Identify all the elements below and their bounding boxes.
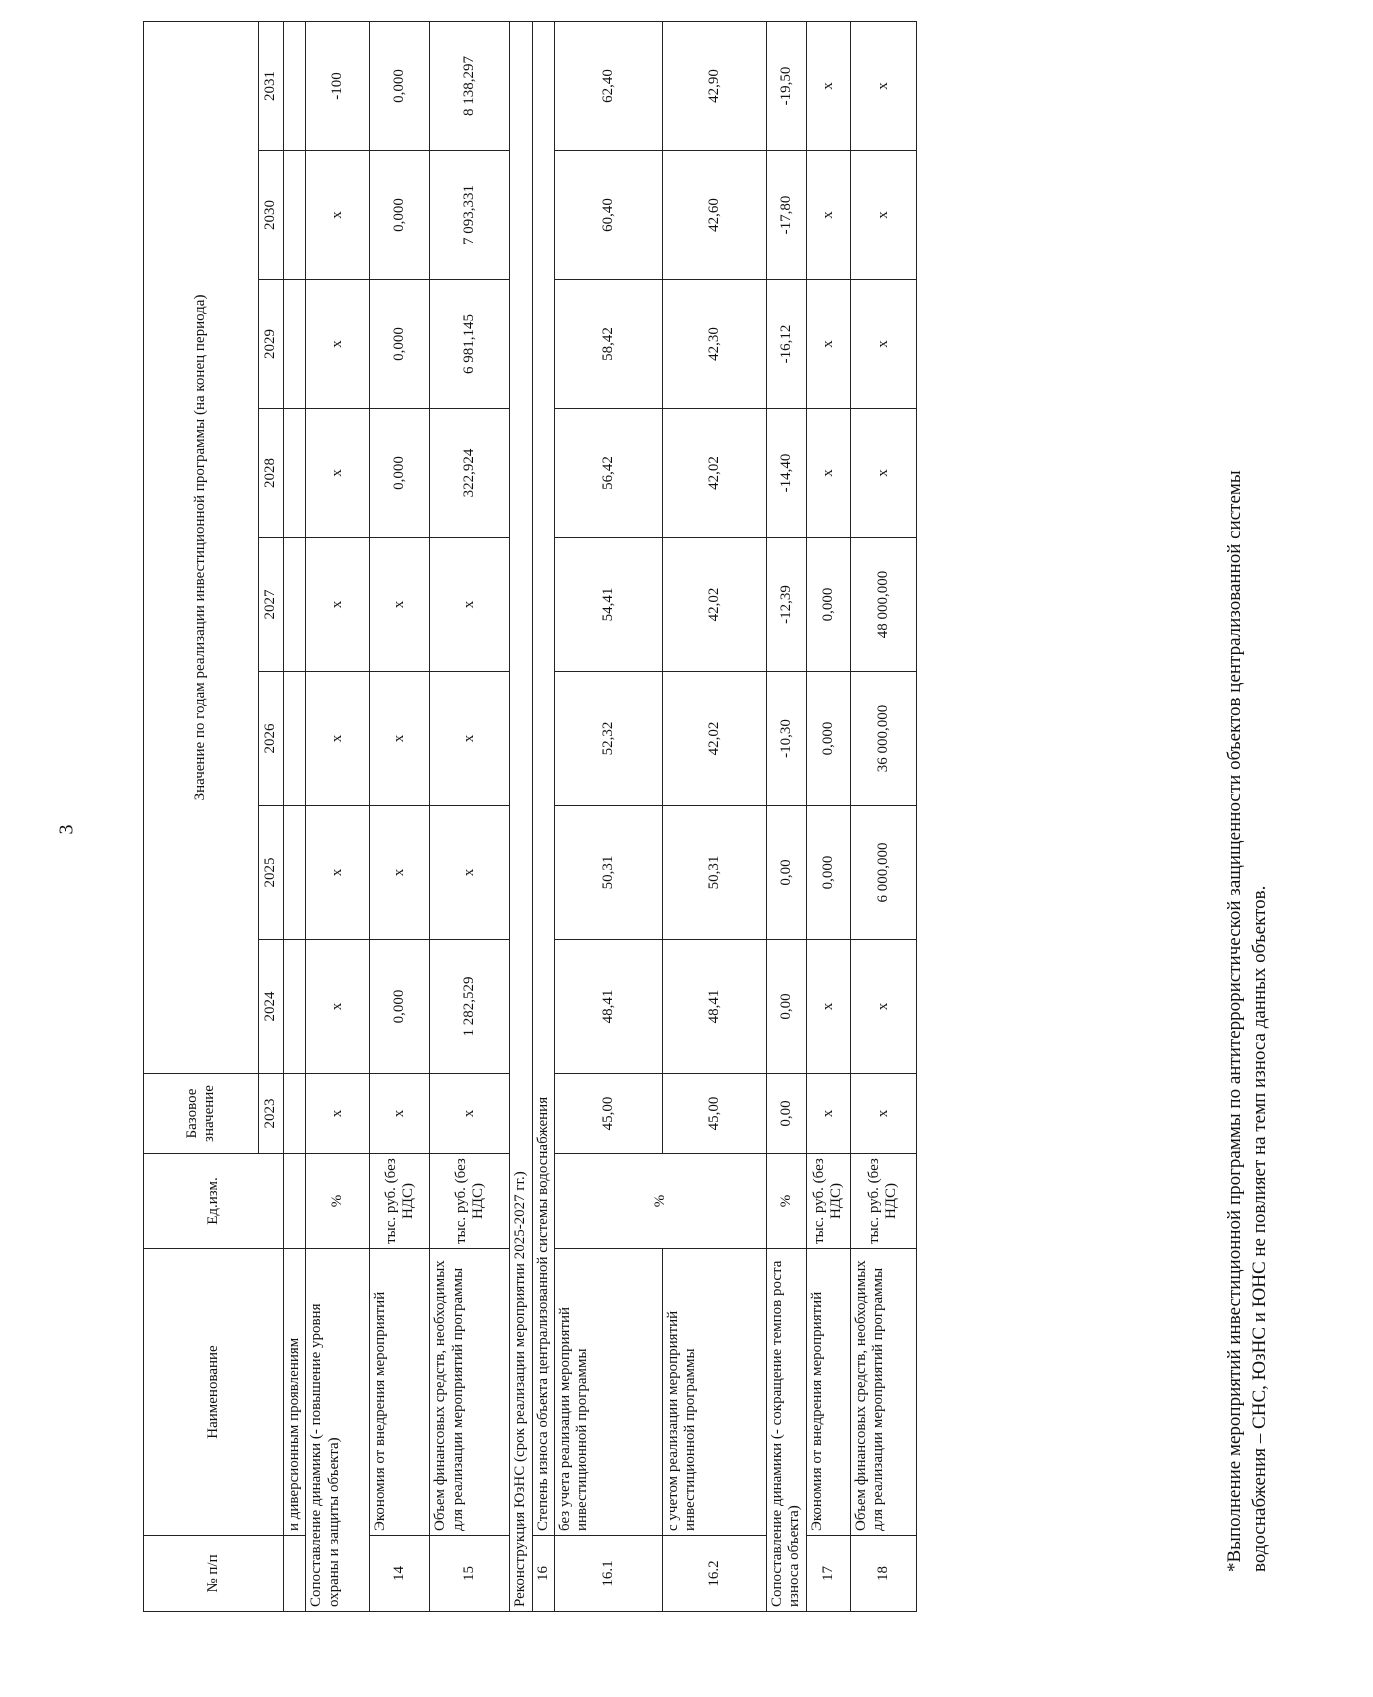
table-row [766,21,806,1611]
row-value-2031: x [850,21,916,150]
row-value-2027: 48 000,000 [850,538,916,672]
row-num: 16.2 [662,1536,766,1612]
row-value-2027: -12,39 [766,538,806,672]
row-value-2024: 0,00 [766,940,806,1074]
row-value-2024: x [306,940,370,1074]
header-base: Базовое значение [144,1074,259,1154]
row-value-2030: -17,80 [766,151,806,280]
row-base: 0,00 [766,1074,806,1154]
row-value-2030: 60,40 [554,151,662,280]
row-unit: % [766,1154,806,1249]
header-year-2027: 2027 [259,538,284,672]
row-value-2026: 36 000,000 [850,672,916,806]
row-value-2028: x [306,409,370,538]
row-value-2028: 0,000 [370,409,430,538]
row-value-2027: x [306,538,370,672]
table-row [306,21,370,1611]
row-name: Экономия от внедрения мероприятий [806,1249,850,1536]
row-value-2028: x [806,409,850,538]
row-value-2029: 6 981,145 [430,280,510,409]
empty-cell [284,940,306,1074]
row-unit: % [306,1154,370,1249]
row-base: x [306,1074,370,1154]
empty-cell [284,538,306,672]
empty-cell [284,1154,306,1249]
row-value-2031: -19,50 [766,21,806,150]
row-value-2024: 48,41 [554,940,662,1074]
header-unit: Ед.изм. [144,1154,284,1249]
header-year-2031: 2031 [259,21,284,150]
row-value-2026: x [430,672,510,806]
empty-cell [284,1074,306,1154]
header-name: Наименование [144,1249,284,1536]
row-base: 45,00 [662,1074,766,1154]
row-value-2030: x [850,151,916,280]
header-year-2025: 2025 [259,806,284,940]
header-base-year: 2023 [259,1074,284,1154]
row-value-2026: 42,02 [662,672,766,806]
row-value-2031: 0,000 [370,21,430,150]
row-num: 14 [370,1536,430,1612]
investment-indicators-table [143,21,917,1612]
row-value-2027: x [370,538,430,672]
row-value-2030: 7 093,331 [430,151,510,280]
header-num: № п/п [144,1536,284,1612]
empty-cell [284,280,306,409]
row-name: с учетом реализации мероприятий инвестиционной программы [662,1249,766,1536]
row-name: Экономия от внедрения мероприятий [370,1249,430,1536]
row-value-2025: 6 000,000 [850,806,916,940]
row-value-2030: x [306,151,370,280]
row-value-2029: 42,30 [662,280,766,409]
row-value-2026: -10,30 [766,672,806,806]
row-value-2025: 0,00 [766,806,806,940]
header-year-2024: 2024 [259,940,284,1074]
row-value-2030: 42,60 [662,151,766,280]
empty-cell [284,21,306,150]
empty-cell [284,151,306,280]
row-value-2031: 42,90 [662,21,766,150]
row-value-2031: -100 [306,21,370,150]
footnote [1223,72,1272,1572]
row-value-2029: 0,000 [370,280,430,409]
row-unit: тыс. руб. (без НДС) [806,1154,850,1249]
row-name: Сопоставление динамики (- сокращение темпов роста износа объекта) [766,1249,806,1612]
row-name: Сопоставление динамики (- повышение уровня охраны и защиты объекта) [306,1249,370,1612]
row-unit: тыс. руб. (без НДС) [850,1154,916,1249]
row-num: 15 [430,1536,510,1612]
row-base: x [370,1074,430,1154]
header-year-2026: 2026 [259,672,284,806]
row-num: 16 [532,1536,554,1612]
row-value-2028: 56,42 [554,409,662,538]
row-value-2031: 8 138,297 [430,21,510,150]
row-value-2029: -16,12 [766,280,806,409]
row-value-2024: x [806,940,850,1074]
row-num: 18 [850,1536,916,1612]
table-row [284,21,306,1611]
row-value-2026: 52,32 [554,672,662,806]
header-period: Значение по годам реализации инвестиционной программы (на конец периода) [144,21,259,1073]
row-value-2026: 0,000 [806,672,850,806]
rotated-page-content [143,22,1373,1612]
row-value-2024: 1 282,529 [430,940,510,1074]
row-value-2029: x [806,280,850,409]
page-number: 3 [55,824,78,835]
row-value-2026: x [370,672,430,806]
row-base: x [806,1074,850,1154]
table-row [510,21,532,1611]
row-value-2026: x [306,672,370,806]
header-row [144,21,259,1611]
row-base: 45,00 [554,1074,662,1154]
table-row [370,21,430,1611]
table-row [662,21,766,1611]
row-name: Объем финансовых средств, необходимых для реализации мероприятий программы [430,1249,510,1536]
row-name: Объем финансовых средств, необходимых для реализации мероприятий программы [850,1249,916,1536]
row-value-2025: x [370,806,430,940]
header-year-2029: 2029 [259,280,284,409]
row-value-2028: -14,40 [766,409,806,538]
row-value-2028: 42,02 [662,409,766,538]
table-row [850,21,916,1611]
row-value-2028: x [850,409,916,538]
row-num: 17 [806,1536,850,1612]
row-value-2025: x [306,806,370,940]
header-year-2028: 2028 [259,409,284,538]
row-name: Степень износа объекта централизованной системы водоснабжения [532,21,554,1535]
row-unit: тыс. руб. (без НДС) [430,1154,510,1249]
empty-cell [284,806,306,940]
row-value-2029: x [850,280,916,409]
row-value-2025: 50,31 [554,806,662,940]
row-value-2025: x [430,806,510,940]
row-name: без учета реализации мероприятий инвестиционной программы [554,1249,662,1536]
empty-cell [284,672,306,806]
row-num [284,1536,306,1612]
row-value-2031: 62,40 [554,21,662,150]
row-value-2024: x [850,940,916,1074]
row-name: и диверсионным проявлениям [284,1249,306,1536]
row-value-2027: 0,000 [806,538,850,672]
row-value-2029: x [306,280,370,409]
row-value-2027: 42,02 [662,538,766,672]
footnote-line-2: водоснабжения – СНС, ЮзНС и ЮНС не повлияет на темп износа данных объектов. [1248,885,1270,1572]
row-value-2027: 54,41 [554,538,662,672]
row-unit: % [554,1154,766,1249]
table-row [806,21,850,1611]
table-row [554,21,662,1611]
header-year-2030: 2030 [259,151,284,280]
empty-cell [284,409,306,538]
row-value-2025: 0,000 [806,806,850,940]
row-value-2030: 0,000 [370,151,430,280]
row-value-2027: x [430,538,510,672]
footnote-line-1: *Выполнение мероприятий инвестиционной программы по антитеррористической защищенности объектов централизованной системы [1224,470,1245,1572]
row-base: x [430,1074,510,1154]
row-base: x [850,1074,916,1154]
row-value-2024: 48,41 [662,940,766,1074]
row-value-2024: 0,000 [370,940,430,1074]
row-value-2030: x [806,151,850,280]
row-value-2029: 58,42 [554,280,662,409]
row-value-2031: x [806,21,850,150]
row-num: 16.1 [554,1536,662,1612]
row-value-2025: 50,31 [662,806,766,940]
row-value-2028: 322,924 [430,409,510,538]
table-row [532,21,554,1611]
row-unit: тыс. руб. (без НДС) [370,1154,430,1249]
table-row [430,21,510,1611]
section-title: Реконструкция ЮзНС (срок реализации мероприятии 2025-2027 гг.) [510,21,532,1611]
